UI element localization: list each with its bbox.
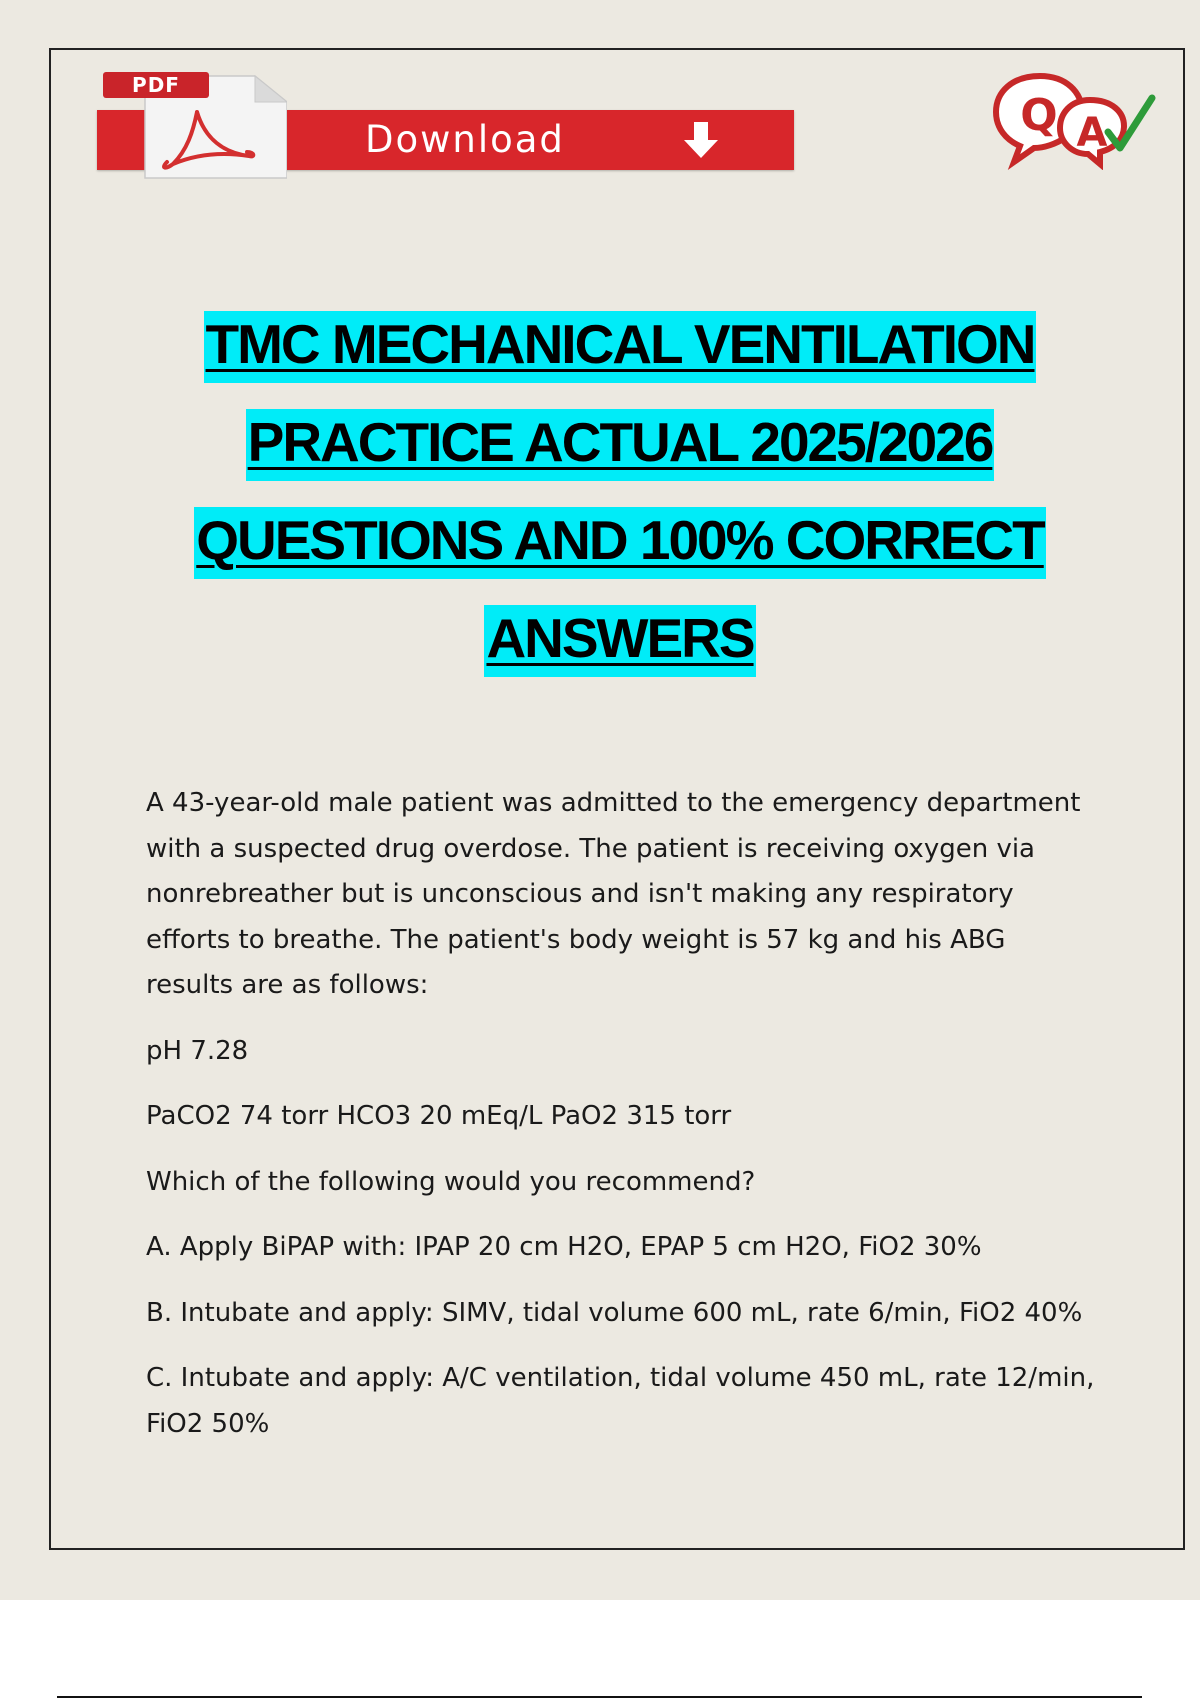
title-line: ANSWERS [0, 606, 1200, 670]
title-line: QUESTIONS AND 100% CORRECT [0, 508, 1200, 572]
title-line: TMC MECHANICAL VENTILATION [0, 312, 1200, 376]
answer-option-a: A. Apply BiPAP with: IPAP 20 cm H2O, EPAP 5 cm H2O, FiO2 30% [146, 1232, 982, 1262]
answer-option-c: C. Intubate and apply: A/C ventilation, tidal volume 450 mL, rate 12/min, FiO2 50% [146, 1363, 1095, 1439]
qa-logo-letter-a: A [1076, 110, 1108, 156]
question-intro: A 43-year-old male patient was admitted to the emergency department with a suspected drug overdose. The patient is receiving oxygen via nonrebreather but is unconscious and isn't making any respiratory efforts to breathe. The patient's body weight is 57 kg and his ABG results are as follows: [146, 788, 1081, 1000]
title-line: PRACTICE ACTUAL 2025/2026 [0, 410, 1200, 474]
pdf-tab-label: PDF [103, 72, 209, 98]
qa-checkmark-logo [990, 70, 1160, 175]
document-title [0, 312, 1200, 704]
qa-logo-letter-q: Q [1020, 90, 1058, 141]
download-label: Download [365, 118, 565, 161]
abg-values: PaCO2 74 torr HCO3 20 mEq/L PaO2 315 torr [146, 1101, 732, 1131]
question-prompt: Which of the following would you recommend? [146, 1166, 756, 1197]
arrow-down-icon [679, 118, 723, 167]
question-body [146, 781, 1096, 1447]
pdf-download-banner[interactable] [97, 70, 794, 180]
footer-divider [57, 1696, 1142, 1698]
answer-option-b: B. Intubate and apply: SIMV, tidal volume 600 mL, rate 6/min, FiO2 40% [146, 1297, 1083, 1328]
abg-ph: pH 7.28 [146, 1035, 249, 1066]
